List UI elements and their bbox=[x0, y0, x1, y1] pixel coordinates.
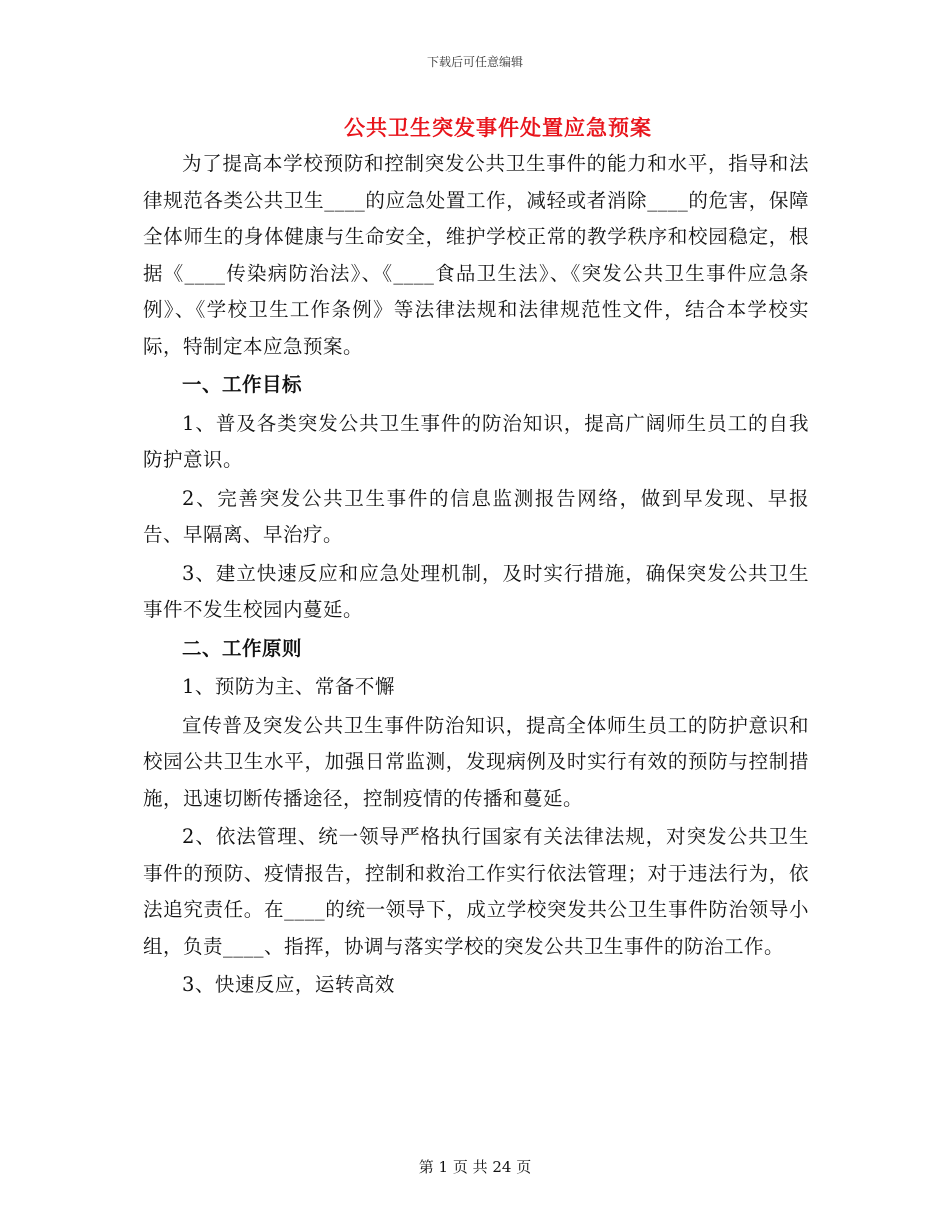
section-heading-goals: 一、工作目标 bbox=[182, 373, 303, 396]
goal-item-2: 2、完善突发公共卫生事件的信息监测报告网络，做到早发现、早报告、早隔离、早治疗。 bbox=[143, 486, 809, 546]
principle-3-title: 3、快速反应，运转高效 bbox=[182, 973, 395, 996]
download-note: 下载后可任意编辑 bbox=[426, 55, 523, 69]
document-title: 公共卫生突发事件处置应急预案 bbox=[344, 115, 652, 140]
principle-1-title: 1、预防为主、常备不懈 bbox=[182, 675, 395, 698]
page-number: 第 1 页 共 24 页 bbox=[418, 1158, 532, 1176]
principle-2-paragraph: 2、依法管理、统一领导严格执行国家有关法律法规，对突发公共卫生事件的预防、疫情报告，控制和救治工作实行依法管理；对于违法行为，依法追究责任。在____的统一领导下，成立学校突发共公卫生事件防治领导小组，负责____、指挥，协调与落实学校的突发公共卫生事件的防治工作。 bbox=[143, 825, 809, 958]
principle-1-body: 宣传普及突发公共卫生事件防治知识，提高全体师生员工的防护意识和校园公共卫生水平，加强日常监测，发现病例及时实行有效的预防与控制措施，迅速切断传播途径，控制疫情的传播和蔓延。 bbox=[143, 713, 809, 810]
goal-item-3: 3、建立快速反应和应急处理机制，及时实行措施，确保突发公共卫生事件不发生校园内蔓延。 bbox=[143, 561, 809, 621]
intro-paragraph: 为了提高本学校预防和控制突发公共卫生事件的能力和水平，指导和法律规范各类公共卫生____的应急处置工作，减轻或者消除____的危害，保障全体师生的身体健康与生命安全，维护学校正常的教学秩序和校园稳定，根据《____传染病防治法》、《____食品卫生法》、《突发公共卫生事件应急条例》、《学校卫生工作条例》等法律法规和法律规范性文件，结合本学校实际，特制定本应急预案。 bbox=[143, 152, 809, 358]
section-heading-principles: 二、工作原则 bbox=[182, 636, 303, 660]
goal-item-1: 1、普及各类突发公共卫生事件的防治知识，提高广阔师生员工的自我防护意识。 bbox=[143, 411, 809, 471]
document-body bbox=[143, 146, 809, 1004]
